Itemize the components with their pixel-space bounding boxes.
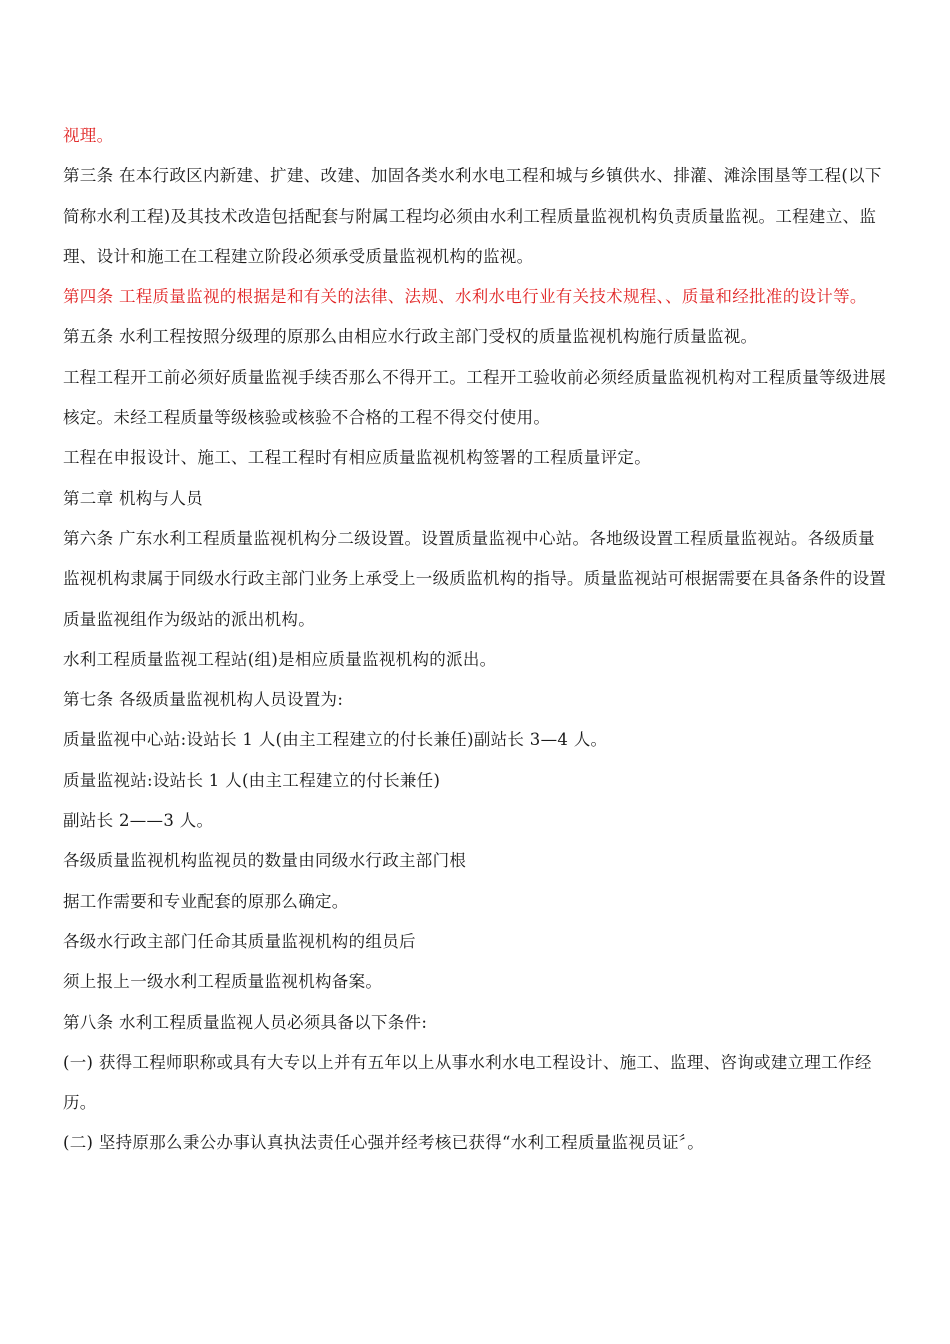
article-4: 第四条 工程质量监视的根据是和有关的法律、法规、水利水电行业有关技术规程、、质量和经批准的设计等。 bbox=[63, 287, 867, 307]
paragraph-center-station: 质量监视中心站:设站长 1 人(由主工程建立的付长兼任)副站长 3—4 人。 bbox=[63, 730, 608, 750]
paragraph-declaration: 工程在申报设计、施工、工程工程时有相应质量监视机构签署的工程质量评定。 bbox=[63, 448, 651, 468]
document-page bbox=[63, 116, 889, 1164]
paragraph-station: 质量监视站:设站长 1 人(由主工程建立的付长兼任) bbox=[63, 770, 441, 790]
article-7: 第七条 各级质量监视机构人员设置为: bbox=[63, 690, 344, 710]
paragraph-continuation: 视理。 bbox=[63, 126, 114, 145]
paragraph-appointment-2: 须上报上一级水利工程质量监视机构备案。 bbox=[63, 972, 383, 992]
article-8: 第八条 水利工程质量监视人员必须具备以下条件: bbox=[63, 1012, 428, 1032]
chapter-2-heading: 第二章 机构与人员 bbox=[63, 488, 203, 508]
paragraph-staff-count-2: 据工作需要和专业配套的原那么确定。 bbox=[63, 891, 349, 911]
article-5: 第五条 水利工程按照分级理的原那么由相应水行政主部门受权的质量监视机构施行质量监视。 bbox=[63, 327, 758, 347]
paragraph-staff-count-1: 各级质量监视机构监视员的数量由同级水行政主部门根 bbox=[63, 851, 467, 871]
paragraph-deputy: 副站长 2——3 人。 bbox=[63, 811, 214, 831]
condition-2: (二) 坚持原那么秉公办事认真执法责任心强并经考核已获得“水利工程质量监视员证〞。 bbox=[63, 1133, 705, 1153]
paragraph-project-station: 水利工程质量监视工程站(组)是相应质量监视机构的派出。 bbox=[63, 649, 497, 669]
paragraph-commencement: 工程工程开工前必须好质量监视手续否那么不得开工。工程开工验收前必须经质量监视机构对工程质量等级进展核定。未经工程质量等级核验或核验不合格的工程不得交付使用。 bbox=[63, 367, 887, 428]
paragraph-appointment-1: 各级水行政主部门任命其质量监视机构的组员后 bbox=[63, 931, 416, 951]
article-6: 第六条 广东水利工程质量监视机构分二级设置。设置质量监视中心站。各地级设置工程质量监视站。各级质量监视机构隶属于同级水行政主部门业务上承受上一级质监机构的指导。质量监视站可根据需要在具备条件的设置质量监视组作为级站的派出机构。 bbox=[63, 528, 887, 629]
condition-1: (一) 获得工程师职称或具有大专以上并有五年以上从事水利水电工程设计、施工、监理、咨询或建立理工作经历。 bbox=[63, 1052, 872, 1113]
article-3: 第三条 在本行政区内新建、扩建、改建、加固各类水利水电工程和城与乡镇供水、排灌、滩涂围垦等工程(以下简称水利工程)及其技术改造包括配套与附属工程均必须由水利工程质量监视机构负责质量监视。工程建立、监理、设计和施工在工程建立阶段必须承受质量监视机构的监视。 bbox=[63, 166, 882, 266]
